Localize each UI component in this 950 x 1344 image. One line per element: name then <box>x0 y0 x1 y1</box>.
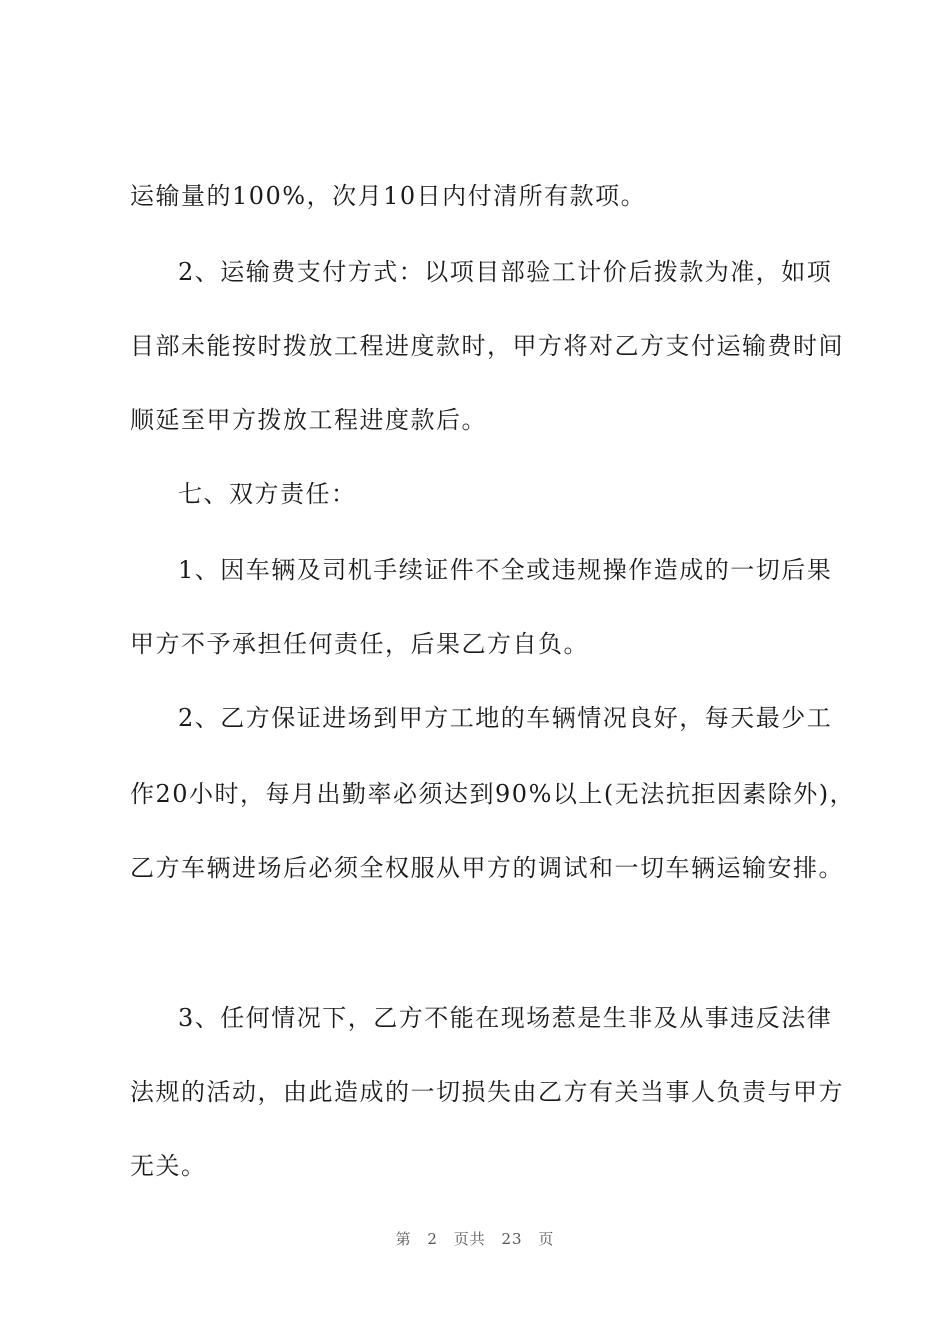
footer-suffix: 页 <box>538 1230 555 1248</box>
text-line: 1、因车辆及司机手续证件不全或违规操作造成的一切后果 <box>178 556 833 584</box>
text-line: 运输量的100%，次月10日内付清所有款项。 <box>130 182 647 210</box>
text-line: 2、乙方保证进场到甲方工地的车辆情况良好，每天最少工 <box>178 704 833 732</box>
footer-page-number: 2 <box>427 1230 438 1248</box>
text-line: 顺延至甲方拨放工程进度款后。 <box>130 406 487 434</box>
text-line: 3、任何情况下，乙方不能在现场惹是生非及从事违反法律 <box>178 1004 833 1032</box>
footer-middle: 页共 <box>453 1230 486 1248</box>
text-line: 无关。 <box>130 1152 207 1180</box>
footer-total-pages: 23 <box>501 1230 523 1248</box>
text-line: 2、运输费支付方式：以项目部验工计价后拨款为准，如项 <box>178 258 833 286</box>
text-line: 乙方车辆进场后必须全权服从甲方的调试和一切车辆运输安排。 <box>130 854 844 882</box>
text-line: 目部未能按时拨放工程进度款时，甲方将对乙方支付运输费时间 <box>130 332 844 360</box>
page-footer <box>0 1228 950 1249</box>
text-line: 作20小时，每月出勤率必须达到90%以上(无法抗拒因素除外)， <box>130 780 856 808</box>
footer-prefix: 第 <box>395 1230 412 1248</box>
text-line: 甲方不予承担任何责任，后果乙方自负。 <box>130 630 589 658</box>
section-heading: 七、双方责任： <box>178 480 357 508</box>
text-line: 法规的活动，由此造成的一切损失由乙方有关当事人负责与甲方 <box>130 1078 844 1106</box>
